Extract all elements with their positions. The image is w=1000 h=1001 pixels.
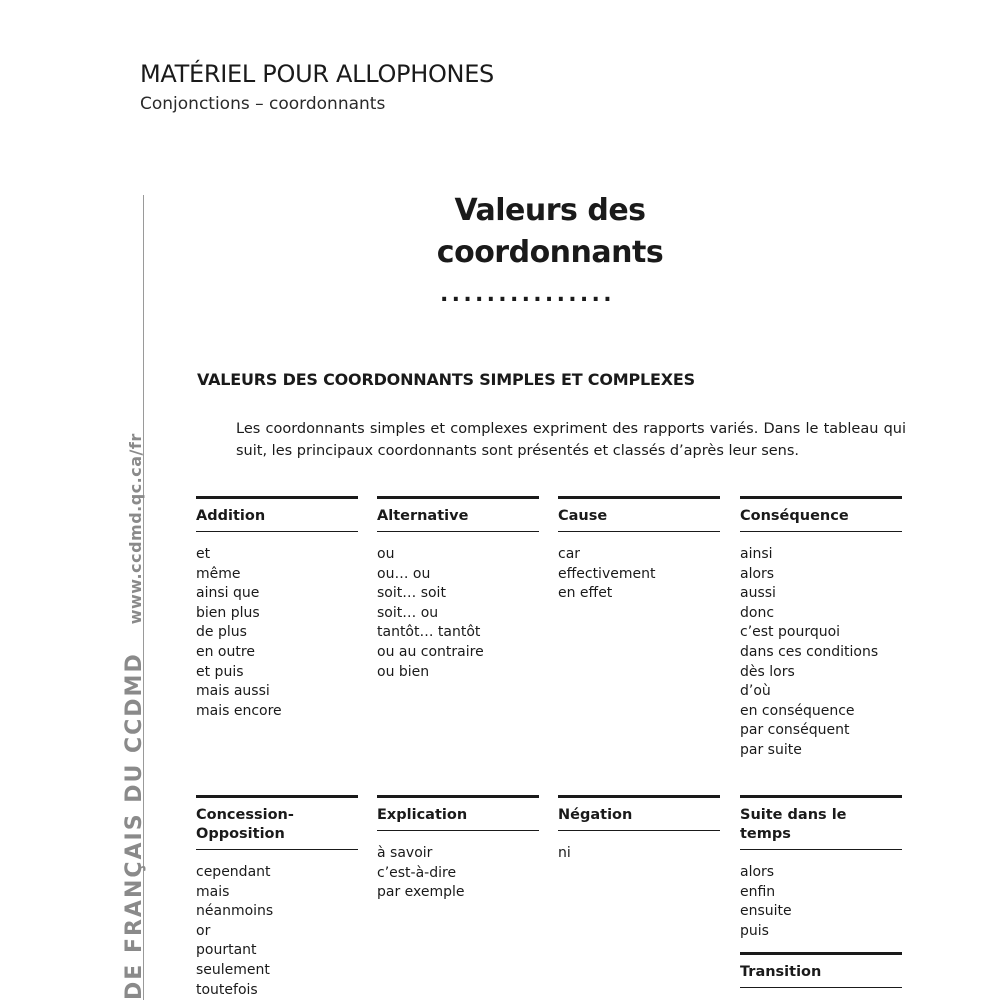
category-negation: [558, 795, 720, 864]
list-item: ou au contraire: [377, 643, 484, 660]
category-heading: Concession-Opposition: [196, 795, 358, 850]
category-suite-dans-le-temps: [740, 795, 902, 941]
category-items: [740, 850, 902, 941]
list-item: soit… soit: [377, 585, 446, 602]
list-item: par suite: [740, 741, 802, 758]
list-item: en outre: [196, 643, 255, 660]
category-explication: [377, 795, 539, 903]
category-items: [196, 850, 358, 1000]
category-items: [377, 831, 539, 903]
category-heading: Négation: [558, 795, 720, 831]
list-item: c’est pourquoi: [740, 624, 841, 641]
list-item: à savoir: [377, 845, 433, 861]
category-items: [196, 532, 358, 721]
list-item: enfin: [740, 883, 776, 900]
category-consequence: [740, 496, 902, 761]
list-item: soit… ou: [377, 604, 439, 621]
dotted-separator: ...............: [440, 282, 615, 307]
list-item: seulement: [196, 961, 270, 978]
list-item: et puis: [196, 663, 244, 680]
list-item: en conséquence: [740, 702, 855, 719]
list-item: bien plus: [196, 604, 260, 621]
list-item: c’est-à-dire: [377, 864, 457, 881]
list-item: aussi: [740, 585, 776, 602]
list-item: ni: [558, 845, 571, 861]
list-item: ou: [377, 546, 395, 562]
list-item: dès lors: [740, 663, 795, 680]
list-item: tantôt… tantôt: [377, 624, 481, 641]
list-item: car: [558, 546, 581, 562]
list-item: de plus: [196, 624, 247, 641]
category-heading: Cause: [558, 496, 720, 532]
list-item: mais encore: [196, 702, 282, 719]
category-items: [740, 532, 902, 761]
list-item: ainsi que: [196, 585, 260, 602]
list-item: alors: [740, 864, 775, 880]
list-item: par exemple: [377, 884, 465, 901]
list-item: d’où: [740, 683, 771, 700]
header-subtitle: Conjonctions – coordonnants: [140, 94, 386, 114]
category-items: [558, 532, 720, 604]
category-heading: Alternative: [377, 496, 539, 532]
category-heading: Transition: [740, 952, 902, 988]
list-item: or: [196, 922, 211, 939]
document-title-line-2: coordonnants: [436, 235, 664, 270]
list-item: et: [196, 546, 211, 562]
category-alternative: [377, 496, 539, 682]
category-addition: [196, 496, 358, 721]
document-title: [350, 190, 750, 274]
list-item: cependant: [196, 864, 271, 880]
header-title: MATÉRIEL POUR ALLOPHONES: [140, 60, 494, 88]
list-item: néanmoins: [196, 903, 274, 920]
list-item: pourtant: [196, 942, 257, 959]
category-heading: Explication: [377, 795, 539, 831]
sidebar-publisher: DE FRANÇAIS DU CCDMD: [122, 652, 147, 1000]
list-item: alors: [740, 565, 775, 582]
list-item: même: [196, 565, 241, 582]
list-item: donc: [740, 604, 775, 621]
sidebar-url: www.ccdmd.qc.ca/fr: [126, 433, 145, 625]
category-items: [377, 532, 539, 682]
list-item: puis: [740, 922, 769, 939]
list-item: toutefois: [196, 981, 258, 998]
category-heading: Conséquence: [740, 496, 902, 532]
list-item: par conséquent: [740, 722, 850, 739]
category-concession-opposition: [196, 795, 358, 1000]
list-item: ou… ou: [377, 565, 431, 582]
category-transition: [740, 952, 902, 1001]
list-item: effectivement: [558, 565, 656, 582]
list-item: ensuite: [740, 903, 792, 920]
list-item: dans ces conditions: [740, 643, 879, 660]
category-cause: [558, 496, 720, 604]
list-item: ou bien: [377, 663, 430, 680]
intro-paragraph: Les coordonnants simples et complexes expriment des rapports variés. Dans le tableau qui suit, les principaux coordonnants sont présentés et classés d’après leur sens.: [236, 421, 906, 459]
sidebar-vertical-text: [122, 433, 147, 1000]
category-heading: Addition: [196, 496, 358, 532]
document-title-line-1: Valeurs des: [454, 193, 646, 228]
category-items: [558, 831, 720, 864]
list-item: en effet: [558, 585, 613, 602]
category-items: [740, 988, 902, 1001]
section-heading: VALEURS DES COORDONNANTS SIMPLES ET COMPLEXES: [197, 370, 695, 389]
list-item: mais aussi: [196, 683, 270, 700]
category-heading: Suite dans le temps: [740, 795, 902, 850]
list-item: mais: [196, 883, 230, 900]
list-item: ainsi: [740, 546, 773, 562]
